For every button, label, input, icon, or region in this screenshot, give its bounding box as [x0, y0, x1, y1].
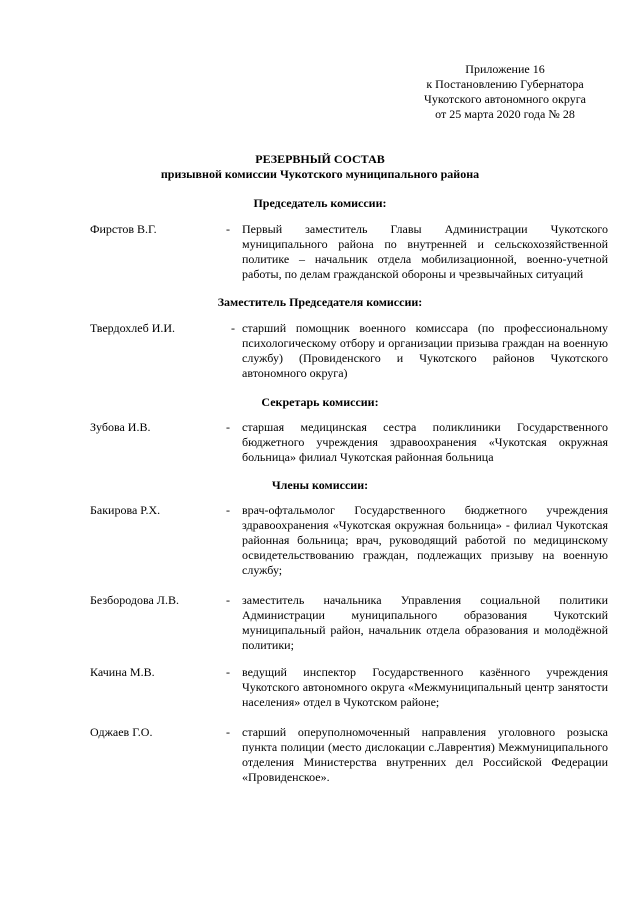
member-name: Качина М.В.: [90, 665, 155, 679]
section-heading-chair: Председатель комиссии:: [253, 196, 387, 210]
member-dash: -: [226, 420, 230, 434]
member-name: Оджаев Г.О.: [90, 725, 153, 739]
member-entry: [0, 593, 640, 653]
member-name: Бакирова Р.Х.: [90, 503, 161, 517]
appendix-line: Чукотского автономного округа: [424, 92, 586, 106]
member-description: ведущий инспектор Государственного казённого учреждения Чукотского автономного округа «Межмуниципальный центр занятости населения» отдел в Чукотском районе;: [242, 665, 608, 709]
document-title: [0, 152, 640, 182]
section-heading-members: Члены комиссии:: [271, 478, 369, 492]
appendix-line: от 25 марта 2020 года № 28: [435, 107, 575, 121]
member-name: Безбородова Л.В.: [90, 593, 179, 607]
member-description: Первый заместитель Главы Администрации Чукотского муниципального района по внутренней и сельскохозяйственной политике – начальник отдела мобилизационной, военно-учетной работы, по делам гражданской обороны и чрезвычайных ситуаций: [242, 222, 608, 281]
member-description: старший помощник военного комиссара (по профессиональному психологическому отбору и организации призыва граждан на военную службу) (Провиденского и Чукотского районов Чукотского автономного округа): [242, 321, 608, 380]
member-name: Зубова И.В.: [90, 420, 151, 434]
member-description: заместитель начальника Управления социальной политики Администрации муниципального образования Чукотский муниципальный район, начальник отдела образования и молодёжной политики;: [242, 593, 608, 652]
member-entry: [0, 222, 640, 282]
section-heading-secretary: Секретарь комиссии:: [261, 395, 379, 409]
member-dash: -: [231, 321, 235, 335]
member-description: старший оперуполномоченный направления уголовного розыска пункта полиции (место дислокации с.Лаврентия) Межмуниципального отделения Министерства внутренних дел Российской Федерации «Провиденское».: [242, 725, 608, 784]
appendix-header: [405, 62, 605, 122]
member-name: Фирстов В.Г.: [90, 222, 157, 236]
member-entry: [0, 321, 640, 381]
title-line: РЕЗЕРВНЫЙ СОСТАВ: [255, 152, 385, 166]
member-dash: -: [226, 665, 230, 679]
member-description: старшая медицинская сестра поликлиники Государственного бюджетного учреждения здравоохранения «Чукотская окружная больница» филиал Чукотская районная больница: [242, 420, 608, 464]
member-dash: -: [226, 725, 230, 739]
member-name: Твердохлеб И.И.: [90, 321, 176, 335]
member-entry: [0, 503, 640, 578]
member-dash: -: [226, 593, 230, 607]
member-description: врач-офтальмолог Государственного бюджетного учреждения здравоохранения «Чукотская окружная больница» - филиал Чукотская районная больница; врач, руководящий работой по медицинскому освидетельствованию граждан, подлежащих призыву на военную службу;: [242, 503, 608, 577]
subtitle-line: призывной комиссии Чукотского муниципального района: [160, 167, 480, 181]
member-entry: [0, 725, 640, 785]
member-dash: -: [226, 503, 230, 517]
member-entry: [0, 665, 640, 710]
section-heading-deputy: Заместитель Председателя комиссии:: [217, 295, 423, 309]
appendix-line: Приложение 16: [465, 62, 545, 76]
member-dash: -: [226, 222, 230, 236]
appendix-line: к Постановлению Губернатора: [426, 77, 584, 91]
member-entry: [0, 420, 640, 465]
